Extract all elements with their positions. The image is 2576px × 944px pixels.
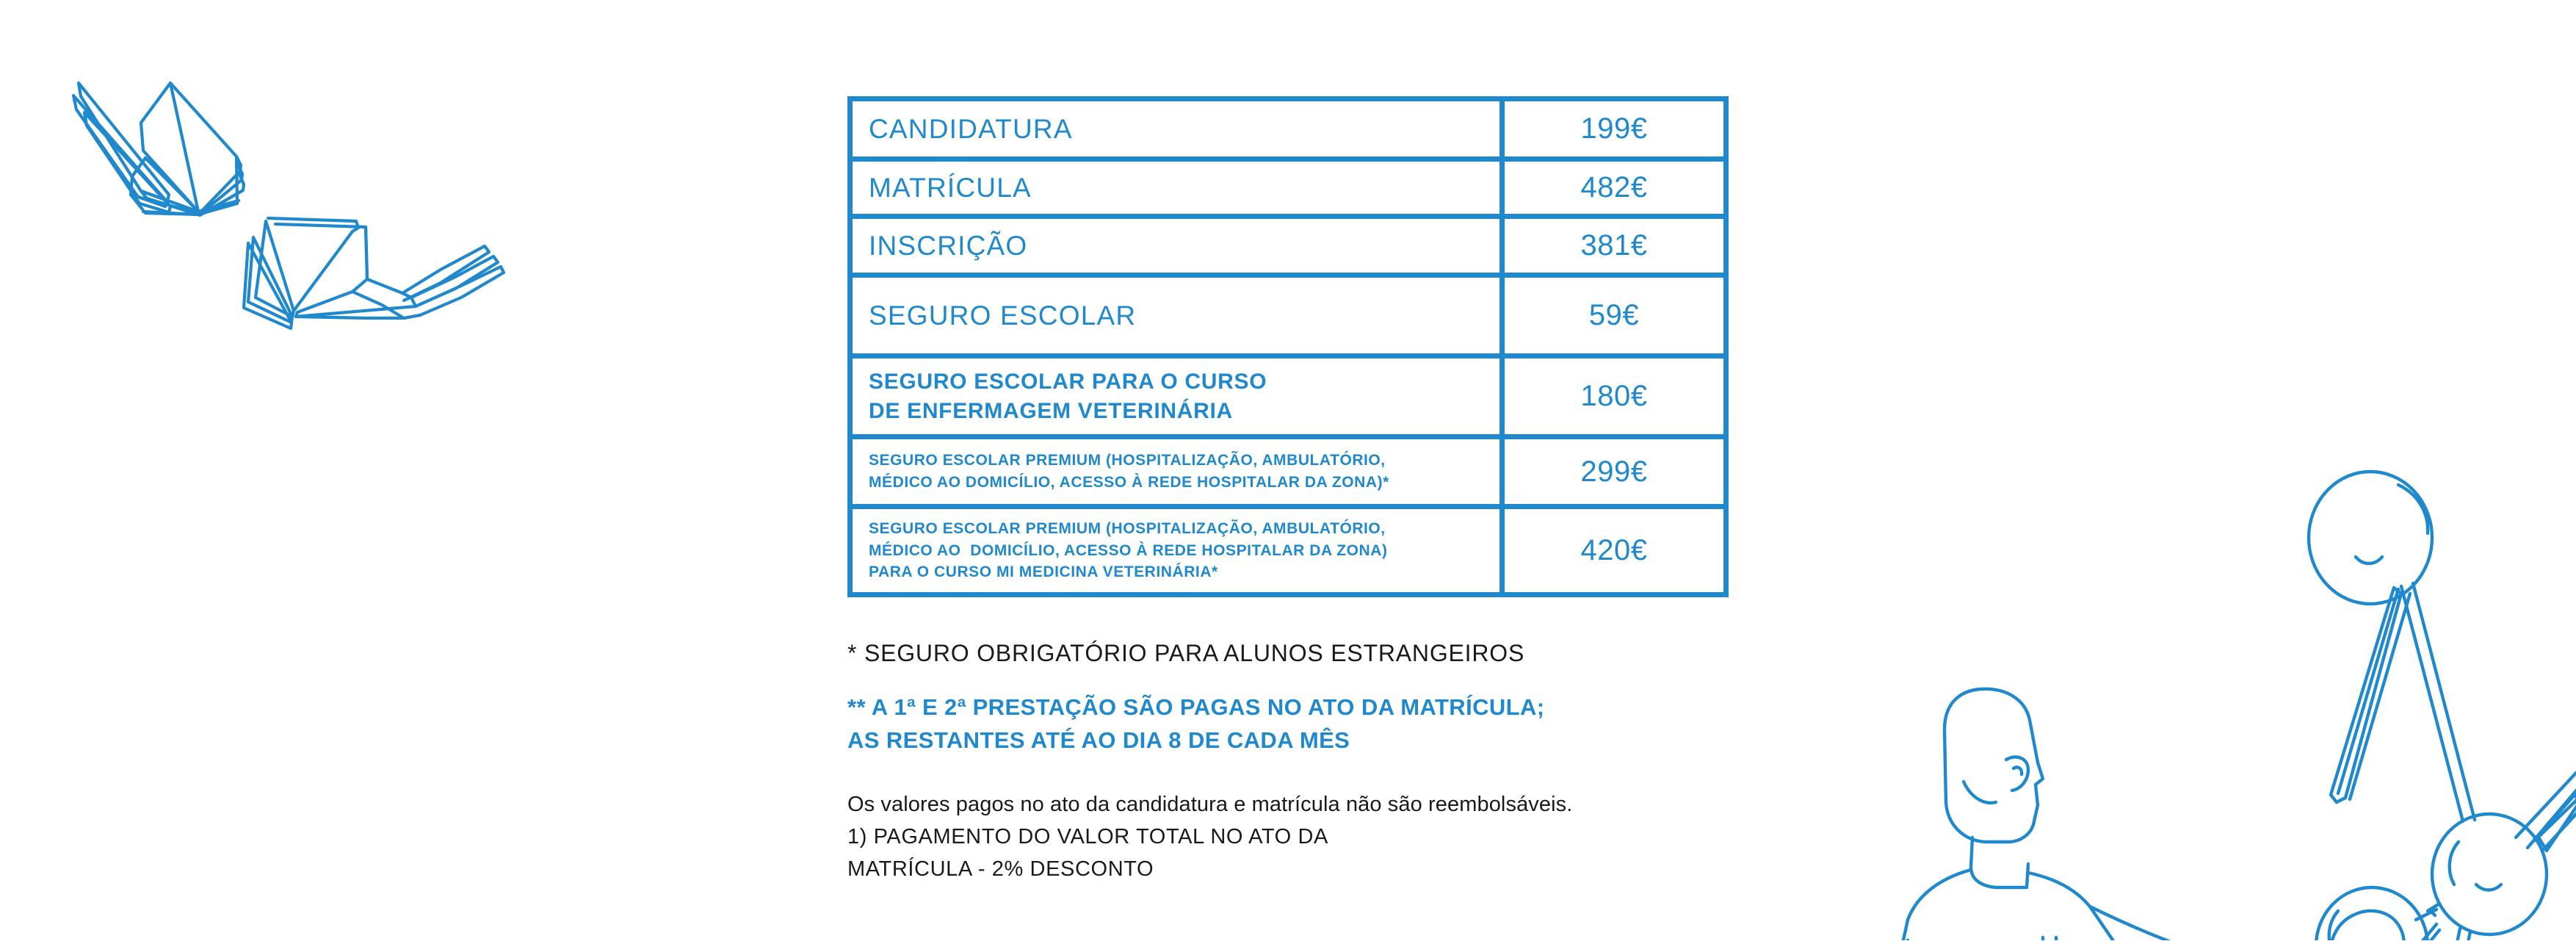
footnote-asterisk: * SEGURO OBRIGATÓRIO PARA ALUNOS ESTRANGEIROS bbox=[847, 640, 1525, 666]
row-label-line: SEGURO ESCOLAR PREMIUM (HOSPITALIZAÇÃO, AMBULATÓRIO, bbox=[869, 519, 1386, 537]
row-label bbox=[853, 219, 1505, 273]
row-price: 299€ bbox=[1580, 455, 1648, 488]
row-label bbox=[853, 509, 1505, 592]
row-label bbox=[853, 101, 1505, 156]
person-molecule-icon bbox=[1814, 397, 2576, 940]
row-label bbox=[853, 358, 1505, 434]
row-label bbox=[853, 439, 1505, 504]
table-row bbox=[853, 439, 1723, 509]
row-price: 420€ bbox=[1580, 534, 1648, 566]
row-label-line: INSCRIÇÃO bbox=[869, 230, 1028, 261]
open-books-icon bbox=[59, 77, 514, 342]
row-label-line: PARA O CURSO MI MEDICINA VETERINÁRIA* bbox=[869, 563, 1218, 581]
row-label-line: MÉDICO AO DOMICÍLIO, ACESSO À REDE HOSPITALAR DA ZONA)* bbox=[869, 474, 1389, 491]
discount-note-line: 1) PAGAMENTO DO VALOR TOTAL NO ATO DA bbox=[847, 825, 1328, 849]
refund-note-line: Os valores pagos no ato da candidatura e matrícula não são reembolsáveis. bbox=[847, 793, 1573, 817]
discount-note-line: MATRÍCULA - 2% DESCONTO bbox=[847, 857, 1154, 882]
row-label-line: CANDIDATURA bbox=[869, 113, 1073, 144]
row-price: 199€ bbox=[1580, 112, 1648, 145]
table-row bbox=[853, 509, 1723, 592]
payment-highlight-note bbox=[847, 691, 1817, 757]
row-label-line: MATRÍCULA bbox=[869, 172, 1032, 203]
table-row bbox=[853, 278, 1723, 358]
table-row bbox=[853, 358, 1723, 439]
table-row bbox=[853, 101, 1723, 162]
row-price: 482€ bbox=[1580, 171, 1648, 203]
row-label-line: DE ENFERMAGEM VETERINÁRIA bbox=[869, 398, 1233, 423]
row-label-line: SEGURO ESCOLAR bbox=[869, 300, 1137, 331]
payment-highlight-line: ** A 1ª E 2ª PRESTAÇÃO SÃO PAGAS NO ATO DA MATRÍCULA; bbox=[847, 694, 1545, 721]
row-label-line: MÉDICO AO DOMICÍLIO, ACESSO À REDE HOSPITALAR DA ZONA) bbox=[869, 541, 1388, 559]
table-row bbox=[853, 219, 1723, 278]
row-label bbox=[853, 278, 1505, 353]
row-price: 59€ bbox=[1588, 299, 1640, 331]
row-price: 180€ bbox=[1580, 380, 1648, 412]
pricing-table bbox=[847, 96, 1729, 597]
row-label-line: SEGURO ESCOLAR PARA O CURSO bbox=[869, 369, 1267, 394]
row-label bbox=[853, 162, 1505, 214]
notes-block bbox=[847, 638, 1817, 885]
refund-note bbox=[847, 788, 1817, 885]
row-price: 381€ bbox=[1580, 229, 1648, 262]
table-row bbox=[853, 162, 1723, 219]
row-label-line: SEGURO ESCOLAR PREMIUM (HOSPITALIZAÇÃO, AMBULATÓRIO, bbox=[869, 452, 1386, 469]
payment-highlight-line: AS RESTANTES ATÉ AO DIA 8 DE CADA MÊS bbox=[847, 727, 1350, 754]
